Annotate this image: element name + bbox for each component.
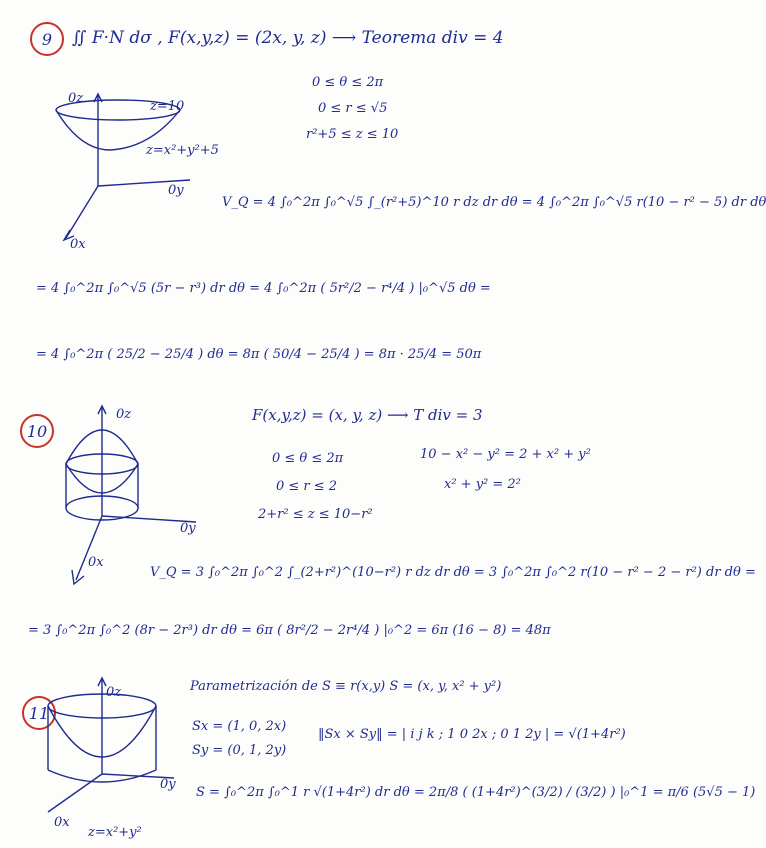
problem-11-number: 11 bbox=[22, 696, 56, 730]
p9-surface-label: z=x²+y²+5 bbox=[146, 143, 219, 158]
p10-bound-theta: 0 ≤ θ ≤ 2π bbox=[272, 451, 344, 466]
problem-10-number: 10 bbox=[20, 414, 54, 448]
p9-step-3: = 4 ∫₀^2π ( 25/2 − 25/4 ) dθ = 8π ( 50/4 − 25/4 ) = 8π · 25/4 = 50π bbox=[36, 347, 482, 362]
p11-paraboloid-in-cylinder-figure bbox=[34, 678, 184, 828]
p10-z-axis-label: 0z bbox=[116, 407, 132, 422]
p10-step-2: = 3 ∫₀^2π ∫₀^2 (8r − 2r³) dr dθ = 6π ( 8r²/2 − 2r⁴/4 ) |₀^2 = 6π (16 − 8) = 48π bbox=[28, 623, 551, 638]
p11-sx: Sx = (1, 0, 2x) bbox=[192, 719, 287, 734]
p11-cross-product: ‖Sx × Sy‖ = | i j k ; 1 0 2x ; 0 1 2y | = √(1+4r²) bbox=[318, 727, 626, 742]
p11-x-axis-label: 0x bbox=[54, 815, 70, 830]
problem-9-number: 9 bbox=[30, 22, 64, 56]
p10-intersection-eq: 10 − x² − y² = 2 + x² + y² bbox=[420, 447, 591, 462]
p10-intersection-result: x² + y² = 2² bbox=[444, 477, 521, 492]
p9-plane-label: z=10 bbox=[150, 99, 185, 114]
p9-paraboloid-figure bbox=[40, 88, 240, 258]
p11-surface-label: z=x²+y² bbox=[88, 825, 142, 840]
p9-y-axis-label: 0y bbox=[168, 183, 184, 198]
p9-bound-theta: 0 ≤ θ ≤ 2π bbox=[312, 75, 384, 90]
p10-bound-z: 2+r² ≤ z ≤ 10−r² bbox=[258, 507, 373, 522]
p10-bound-r: 0 ≤ r ≤ 2 bbox=[276, 479, 338, 494]
p9-step-2: = 4 ∫₀^2π ∫₀^√5 (5r − r³) dr dθ = 4 ∫₀^2π ( 5r²/2 − r⁴/4 ) |₀^√5 dθ = bbox=[36, 281, 491, 296]
p11-sy: Sy = (0, 1, 2y) bbox=[192, 743, 287, 758]
p11-y-axis-label: 0y bbox=[160, 777, 176, 792]
p10-volume-integral: V_Q = 3 ∫₀^2π ∫₀^2 ∫_(2+r²)^(10−r²) r dz dr dθ = 3 ∫₀^2π ∫₀^2 r(10 − r² − 2 − r²) dr dθ = bbox=[150, 565, 756, 580]
p11-z-axis-label: 0z bbox=[106, 685, 122, 700]
p9-bound-r: 0 ≤ r ≤ √5 bbox=[318, 101, 388, 116]
p10-y-axis-label: 0y bbox=[180, 521, 196, 536]
p11-parametrization: Parametrización de S ≡ r(x,y) S = (x, y, x² + y²) bbox=[190, 679, 502, 694]
p9-x-axis-label: 0x bbox=[70, 237, 86, 252]
p9-bound-z: r²+5 ≤ z ≤ 10 bbox=[306, 127, 399, 142]
p9-volume-integral: V_Q = 4 ∫₀^2π ∫₀^√5 ∫_(r²+5)^10 r dz dr dθ = 4 ∫₀^2π ∫₀^√5 r(10 − r² − 5) dr dθ bbox=[222, 195, 766, 210]
p9-z-axis-label: 0z bbox=[68, 91, 84, 106]
p11-surface-area: S = ∫₀^2π ∫₀^1 r √(1+4r²) dr dθ = 2π/8 ( (1+4r²)^(3/2) / (3/2) ) |₀^1 = π/6 (5√5 − 1) bbox=[196, 785, 756, 800]
problem-9-statement: ∬ F·N dσ , F(x,y,z) = (2x, y, z) ⟶ Teorema div = 4 bbox=[72, 28, 504, 48]
p10-x-axis-label: 0x bbox=[88, 555, 104, 570]
problem-10-statement: F(x,y,z) = (x, y, z) ⟶ T div = 3 bbox=[252, 406, 483, 424]
